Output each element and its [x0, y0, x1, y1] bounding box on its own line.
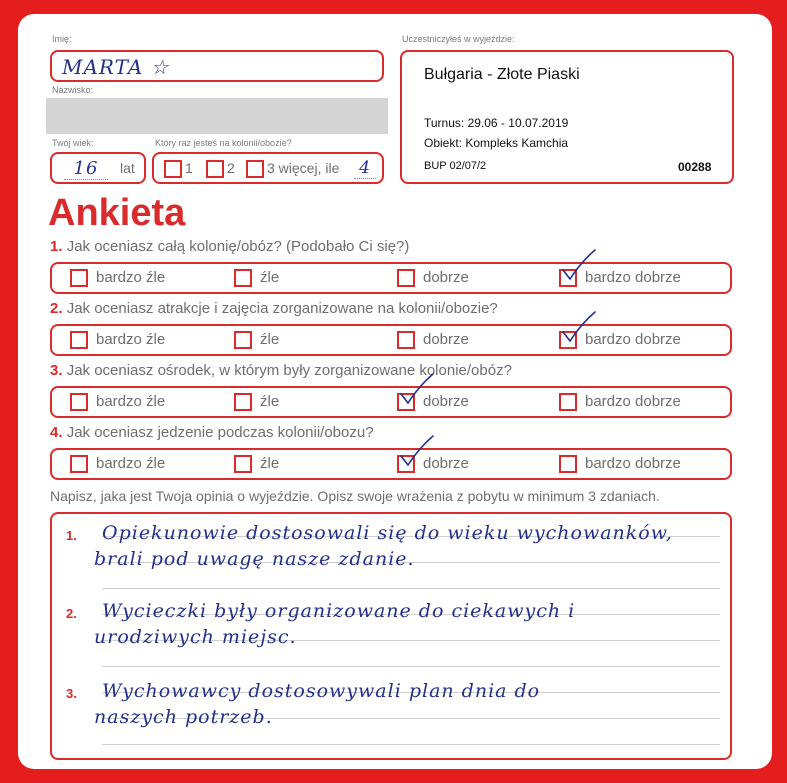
surname-redacted [46, 98, 388, 134]
rating-option-label: źle [260, 331, 280, 348]
rating-checkbox[interactable] [234, 455, 252, 473]
answer-text-line: Wychowawcy dostosowywali plan dnia do [102, 680, 541, 702]
answer-text-line: naszych potrzeb. [94, 706, 273, 728]
rating-checkbox[interactable] [234, 331, 252, 349]
rating-checkbox[interactable] [234, 393, 252, 411]
times-count: 4 [354, 158, 376, 179]
question-text: Jak oceniasz atrakcje i zajęcia zorganizowane na kolonii/obozie? [66, 300, 498, 317]
rating-checkbox[interactable] [559, 393, 577, 411]
opinion-box[interactable] [50, 512, 732, 760]
rating-option-label: bardzo źle [96, 331, 166, 348]
times-field [152, 152, 384, 184]
rating-option-label: bardzo dobrze [585, 331, 681, 348]
age-value: 16 [64, 158, 108, 180]
trip-label: Uczestniczyłeś w wyjeździe: [402, 34, 515, 44]
trip-code: BUP 02/07/2 [424, 160, 487, 172]
check-mark-icon [561, 310, 601, 346]
rating-row-1 [50, 262, 732, 294]
rating-option-label: dobrze [423, 455, 469, 472]
times-checkbox-3[interactable] [246, 160, 264, 178]
times-opt2-label: 2 [227, 160, 235, 176]
rating-checkbox[interactable] [397, 331, 415, 349]
trip-destination: Bułgaria - Złote Piaski [424, 66, 580, 83]
rating-option-label: źle [260, 269, 280, 286]
rating-option-label: dobrze [423, 393, 469, 410]
rating-option-label: źle [260, 455, 280, 472]
survey-sheet [18, 14, 772, 769]
trip-number: 00288 [678, 160, 712, 174]
rating-option-label: bardzo źle [96, 269, 166, 286]
rating-option-label: dobrze [423, 331, 469, 348]
rating-row-2 [50, 324, 732, 356]
age-label: Twój wiek: [52, 138, 94, 148]
rating-checkbox[interactable] [559, 455, 577, 473]
age-unit: lat [120, 160, 135, 176]
rating-checkbox[interactable] [70, 331, 88, 349]
page-title: Ankieta [48, 192, 186, 234]
rating-option-label: dobrze [423, 269, 469, 286]
question-3 [50, 362, 512, 379]
question-number: 1. [50, 238, 63, 255]
ruled-line [102, 744, 720, 745]
answer-text-line: urodziwych miejsc. [94, 626, 297, 648]
question-text: Jak oceniasz ośrodek, w którym były zorganizowane kolonie/obóz? [66, 362, 512, 379]
times-label: Który raz jesteś na kolonii/obozie? [155, 138, 292, 148]
rating-checkbox[interactable] [397, 269, 415, 287]
question-number: 3. [50, 362, 63, 379]
answer-text-line: Opiekunowie dostosowali się do wieku wychowanków, [102, 522, 673, 544]
times-checkbox-1[interactable] [164, 160, 182, 178]
name-field[interactable] [50, 50, 384, 82]
answer-text-line: brali pod uwagę nasze zdanie. [94, 548, 415, 570]
rating-row-4 [50, 448, 732, 480]
rating-option-label: bardzo źle [96, 455, 166, 472]
check-mark-icon [399, 434, 439, 470]
name-value: MARTA ☆ [62, 55, 170, 79]
answer-number: 2. [66, 606, 77, 621]
rating-option-label: bardzo dobrze [585, 269, 681, 286]
rating-option-label: bardzo dobrze [585, 455, 681, 472]
answer-number: 3. [66, 686, 77, 701]
answer-text-line: Wycieczki były organizowane do ciekawych i [102, 600, 576, 622]
question-number: 4. [50, 424, 63, 441]
question-1 [50, 238, 409, 255]
rating-checkbox[interactable] [70, 269, 88, 287]
question-text: Jak oceniasz jedzenie podczas kolonii/obozu? [66, 424, 374, 441]
rating-row-3 [50, 386, 732, 418]
rating-checkbox[interactable] [70, 455, 88, 473]
age-field[interactable] [50, 152, 146, 184]
ruled-line [102, 666, 720, 667]
name-label: Imię: [52, 34, 72, 44]
times-opt1-label: 1 [185, 160, 193, 176]
surname-label: Nazwisko: [52, 85, 94, 95]
rating-option-label: źle [260, 393, 280, 410]
trip-box [400, 50, 734, 184]
ruled-line [102, 588, 720, 589]
question-number: 2. [50, 300, 63, 317]
trip-turnus: Turnus: 29.06 - 10.07.2019 [424, 116, 569, 130]
rating-option-label: bardzo źle [96, 393, 166, 410]
rating-checkbox[interactable] [70, 393, 88, 411]
rating-checkbox[interactable] [234, 269, 252, 287]
rating-option-label: bardzo dobrze [585, 393, 681, 410]
trip-obiekt: Obiekt: Kompleks Kamchia [424, 136, 569, 150]
opinion-prompt: Napisz, jaka jest Twoja opinia o wyjeździe. Opisz swoje wrażenia z pobytu w minimum 3 zdaniach. [50, 488, 660, 504]
check-mark-icon [399, 372, 439, 408]
times-opt3-label: 3 więcej, ile [267, 160, 340, 176]
question-2 [50, 300, 498, 317]
question-4 [50, 424, 374, 441]
answer-number: 1. [66, 528, 77, 543]
question-text: Jak oceniasz całą kolonię/obóz? (Podobało Ci się?) [66, 238, 410, 255]
times-checkbox-2[interactable] [206, 160, 224, 178]
check-mark-icon [561, 248, 601, 284]
